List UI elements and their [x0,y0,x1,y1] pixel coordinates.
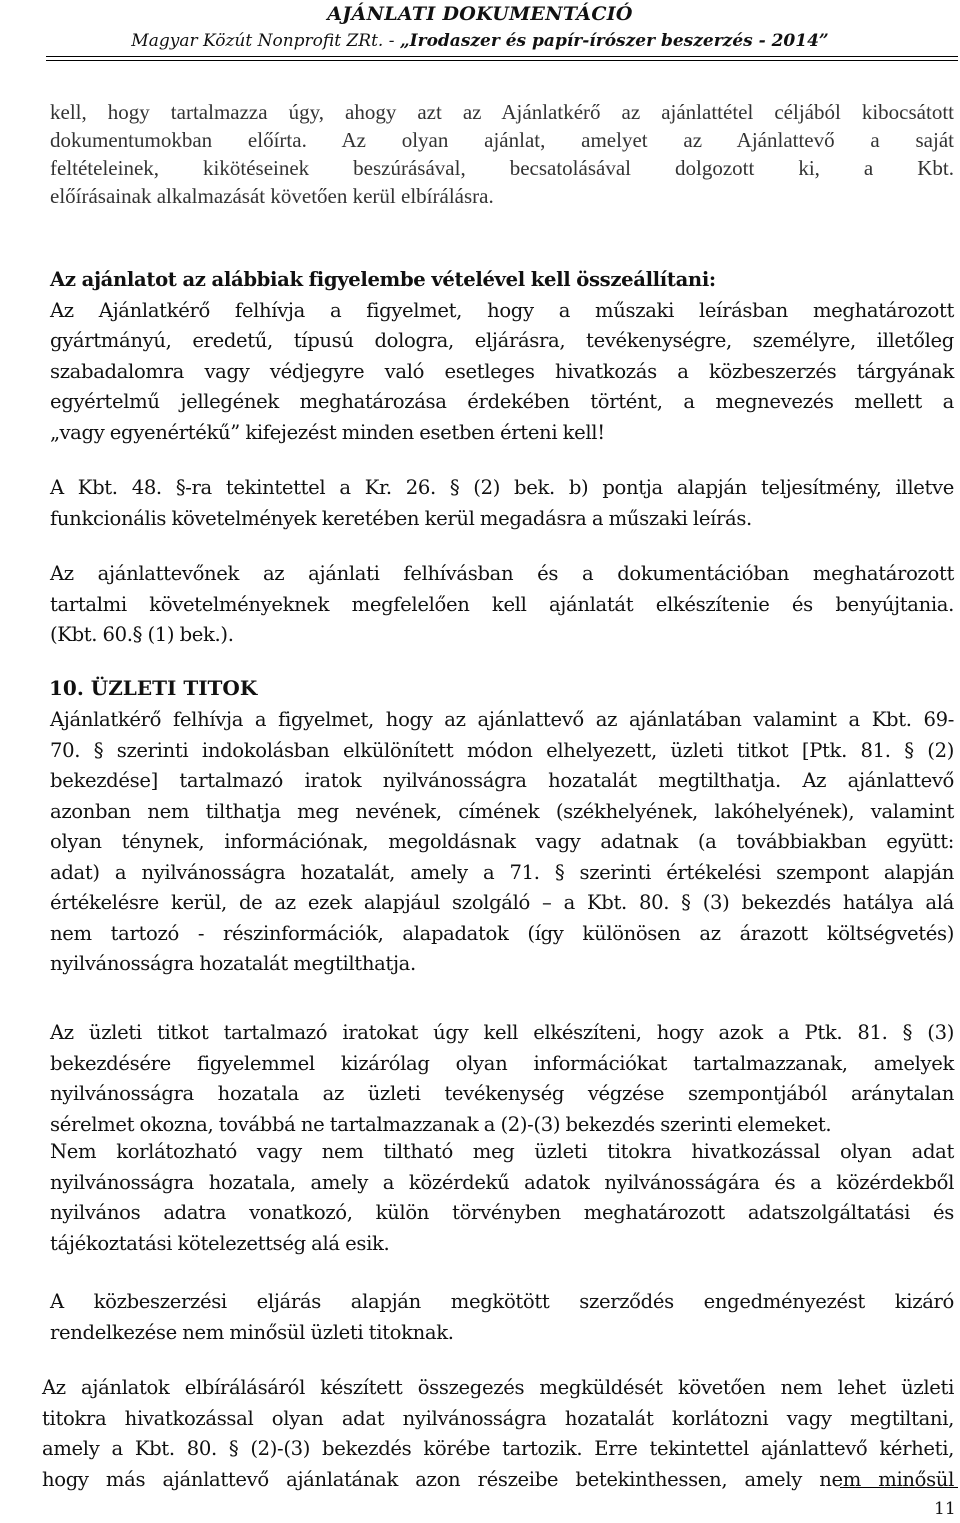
page-number: 11 [934,1499,956,1519]
paragraph-line: titokra hivatkozással olyan adat nyilvánosságra hozatalát korlátozni vagy megtiltani, [42,1406,954,1430]
document-header-title: AJÁNLATI DOKUMENTÁCIÓ [327,3,633,25]
paragraph-line: sérelmet okozna, továbbá ne tartalmazzanak a (2)-(3) bekezdés szerinti elemeket. [50,1112,832,1136]
paragraph-trade-secret-1 [50,705,954,980]
section-title: ÜZLETI TITOK [90,676,258,700]
paragraph-line: adat) a nyilvánosságra hozatalát, amely a 71. § szerinti értékelési szempont alapján [50,860,954,884]
paragraph-line: kell, hogy tartalmazza úgy, ahogy azt az Ajánlatkérő az ajánlattétel céljából kibocsátott [50,100,954,124]
paragraph-line: tájékoztatási kötelezettség alá esik. [50,1231,390,1255]
paragraph-line: Az ajánlattevőnek az ajánlati felhívásban és a dokumentációban meghatározott [50,562,954,585]
paragraph-trade-secret-5 [42,1373,954,1495]
paragraph-trade-secret-4 [50,1287,954,1348]
paragraph-line: értékelésre kerül, de az ezek alapjául szolgáló – a Kbt. 80. § (3) bekezdés hatálya alá [50,891,954,914]
header-organization: Magyar Közút Nonprofit ZRt. - [131,31,400,51]
paragraph-line: Nem korlátozható vagy nem tiltható meg üzleti titokra hivatkozással olyan adat [50,1140,954,1163]
paragraph-line: nyilvánosságra hozatala, amely a közérdekű adatok nyilvánosságára és a közérdekből [50,1170,954,1194]
paragraph-requirements [50,559,954,651]
paragraph-line: Az ajánlatok elbírálásáról készített összegezés megküldését követően nem lehet üzleti [42,1376,954,1399]
paragraph-line: tartalmi követelményeknek megfelelően kell ajánlatát elkészítenie és benyújtania. [50,592,954,616]
paragraph-line: nyilvános adatra vonatkozó, külön törvényben meghatározott adatszolgáltatási és [50,1201,954,1224]
paragraph-kbt-48 [50,473,954,534]
paragraph-line: egyértelmű jellegének meghatározása érdekében történt, a megnevezés mellett a [50,390,954,413]
paragraph-line: feltételeinek, kikötéseinek beszúrásával, becsatolásával dolgozott ki, a Kbt. [50,156,954,180]
paragraph-bold-lead: Az ajánlatot az alábbiak figyelembe vételével kell összeállítani: [50,268,716,291]
header-project-name: „Irodaszer és papír-írószer beszerzés - 2014” [399,31,829,51]
paragraph-line: bekezdésére figyelemmel kizárólag olyan információkat tartalmazzanak, amelyek [50,1051,954,1075]
paragraph-trade-secret-3 [50,1137,954,1259]
paragraph-trade-secret-2 [50,1018,954,1140]
section-heading [49,676,257,700]
paragraph-line: rendelkezése nem minősül üzleti titoknak. [50,1320,454,1344]
paragraph-line: nyilvánosságra hozatala az üzleti tevékenység végzése szempontjából aránytalan [50,1082,954,1105]
paragraph-line: Ajánlatkérő felhívja a figyelmet, hogy az ajánlattevő az ajánlatában valamint a Kbt. 69- [50,708,954,731]
section-number: 10. [49,676,84,700]
paragraph-line: A közbeszerzési eljárás alapján megkötött szerződés engedményezést kizáró [50,1290,954,1313]
paragraph-line: dokumentumokban előírta. Az olyan ajánlat, amelyet az Ajánlattevő a saját [50,128,954,152]
paragraph-line: A Kbt. 48. §-ra tekintettel a Kr. 26. § (2) bek. b) pontja alapján teljesítmény, illetve [50,476,954,499]
paragraph-intro [50,98,954,210]
paragraph-line: „vagy egyenértékű” kifejezést minden esetben érteni kell! [50,420,605,444]
paragraph-line: azonban nem tilthatja meg nevének, címének (székhelyének, lakóhelyének), valamint [50,799,954,823]
paragraph-line: olyan ténynek, információnak, megoldásnak vagy adatnak (a továbbiakban együtt: [50,830,954,853]
paragraph-line: szabadalomra vagy védjegyre való esetleges hivatkozás a közbeszerzés tárgyának [50,359,954,383]
paragraph-line: bekezdése] tartalmazó iratok nyilvánosságra hozatalát megtilthatja. Az ajánlattevő [50,769,954,792]
paragraph-line: (Kbt. 60.§ (1) bek.). [50,623,234,646]
paragraph-line: gyártmányú, eredetű, típusú dologra, eljárásra, tevékenységre, személyre, illetőleg [50,329,954,352]
paragraph-line: funkcionális követelmények keretében kerül megadásra a műszaki leírás. [50,506,752,530]
paragraph-line: hogy más ajánlattevő ajánlatának azon részeibe betekinthessen, amely nem minősül [42,1467,954,1491]
paragraph-compile [50,265,954,448]
paragraph-line: Az üzleti titkot tartalmazó iratokat úgy kell elkészíteni, hogy azok a Ptk. 81. § (3) [50,1021,954,1044]
paragraph-line: előírásainak alkalmazását követően kerül elbírálásra. [50,184,494,208]
paragraph-line: 70. § szerinti indokolásban elkülönített módon elhelyezett, üzleti titkot [Ptk. 81. § (2) [50,738,954,762]
paragraph-line: nem tartozó - részinformációk, alapadatok (így különösen az árazott költségvetés) [50,921,954,945]
paragraph-line: Az Ajánlatkérő felhívja a figyelmet, hogy a műszaki leírásban meghatározott [50,298,954,322]
header-rule-bottom [46,60,958,61]
paragraph-line: amely a Kbt. 80. § (2)-(3) bekezdés körébe tartozik. Erre tekintettel ajánlattevő kérheti, [42,1437,954,1460]
paragraph-line: nyilvánosságra hozatalát megtilthatja. [50,952,416,975]
header-rule-top [46,56,958,57]
document-header-subtitle [0,31,960,51]
footer-rule [840,1487,958,1488]
